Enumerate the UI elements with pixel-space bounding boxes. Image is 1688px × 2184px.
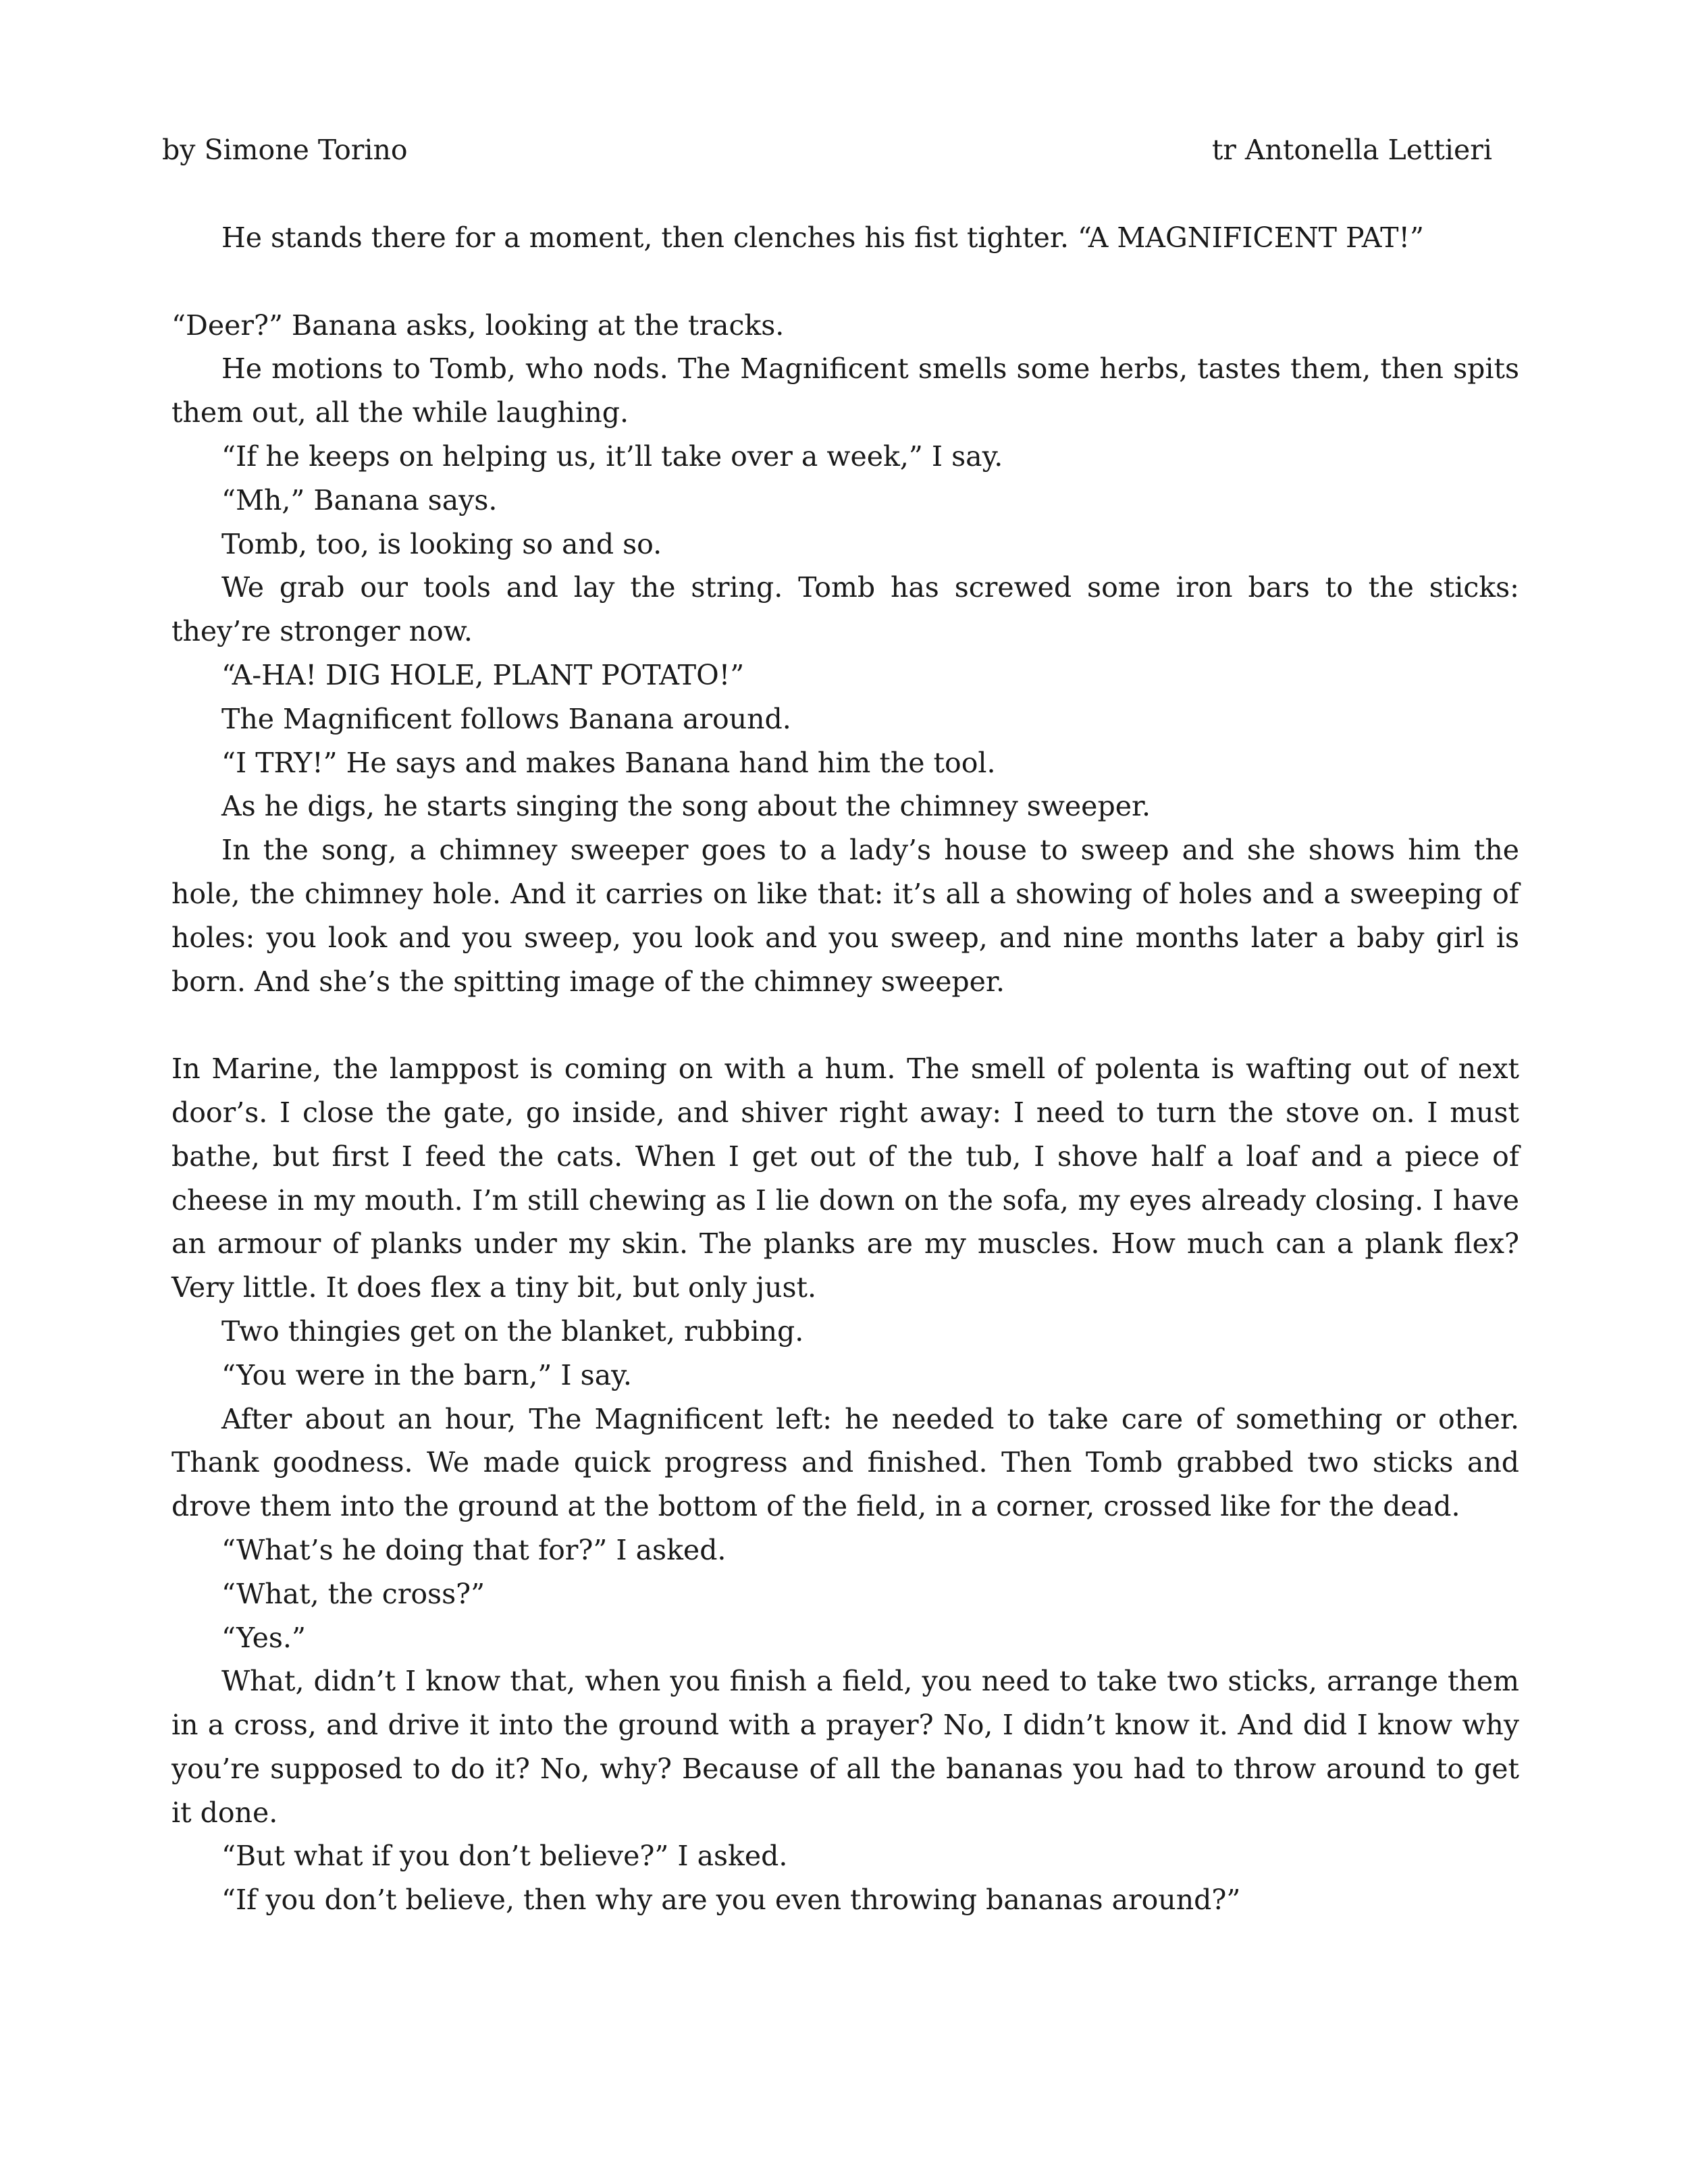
page-header	[162, 130, 1492, 170]
paragraph: The Magnificent follows Banana around.	[221, 702, 791, 735]
paragraph: “But what if you don’t believe?” I asked.	[221, 1840, 788, 1873]
paragraph: “Mh,” Banana says.	[221, 483, 498, 516]
author-line: by Simone Torino	[162, 134, 408, 166]
paragraph: “If he keeps on helping us, it’ll take over a week,” I say.	[221, 440, 1003, 473]
paragraph: As he digs, he starts singing the song about the chimney sweeper.	[221, 790, 1151, 823]
paragraph: He motions to Tomb, who nods. The Magnificent smells some herbs, tastes them, then spits them out, all the while laughing.	[172, 352, 1519, 429]
translator-line: tr Antonella Lettieri	[1211, 134, 1492, 166]
paragraph: “You were in the barn,” I say.	[221, 1358, 632, 1391]
paragraph: In the song, a chimney sweeper goes to a lady’s house to sweep and she shows him the hole, the chimney hole. And it carries on like that: it’s all a showing of holes and a sweeping of holes: you look and you sweep, you look and you sweep, and nine months later a baby girl is born. And she’s the spitting image of the chimney sweeper.	[172, 834, 1519, 998]
paragraph: After about an hour, The Magnificent left: he needed to take care of something or other. Thank goodness. We made quick progress and finished. Then Tomb grabbed two sticks and drove them into the ground at the bottom of the field, in a corner, crossed like for the dead.	[172, 1402, 1519, 1523]
paragraph: “A-HA! DIG HOLE, PLANT POTATO!”	[221, 658, 745, 691]
paragraph: He stands there for a moment, then clenches his fist tighter. “A MAGNIFICENT PAT!”	[221, 221, 1424, 254]
paragraph: “What’s he doing that for?” I asked.	[221, 1533, 727, 1566]
paragraph: What, didn’t I know that, when you finish a field, you need to take two sticks, arrange them in a cross, and drive it into the ground with a prayer? No, I didn’t know it. And did I know why you’re supposed to do it? No, why? Because of all the bananas you had to throw around to get it done.	[172, 1665, 1519, 1829]
paragraph: Two thingies get on the blanket, rubbing.	[221, 1314, 804, 1348]
paragraph: “If you don’t believe, then why are you even throwing bananas around?”	[221, 1884, 1241, 1917]
paragraph: “Yes.”	[221, 1621, 306, 1654]
paragraph: Tomb, too, is looking so and so.	[221, 527, 662, 560]
paragraph: In Marine, the lamppost is coming on with a hum. The smell of polenta is wafting out of next door’s. I close the gate, go inside, and shiver right away: I need to turn the stove on. I must bathe, but first I feed the cats. When I get out of the tub, I shove half a loaf and a piece of cheese in my mouth. I’m still chewing as I lie down on the sofa, my eyes already closing. I have an armour of planks under my skin. The planks are my muscles. How much can a plank flex? Very little. It does flex a tiny bit, but only just.	[172, 1053, 1519, 1304]
paragraph: “What, the cross?”	[221, 1577, 485, 1610]
paragraph: “Deer?” Banana asks, looking at the tracks.	[172, 309, 785, 342]
paragraph: “I TRY!” He says and makes Banana hand him the tool.	[221, 746, 996, 779]
story-body	[172, 216, 1519, 1922]
paragraph: We grab our tools and lay the string. Tomb has screwed some iron bars to the sticks: they’re stronger now.	[172, 571, 1519, 648]
